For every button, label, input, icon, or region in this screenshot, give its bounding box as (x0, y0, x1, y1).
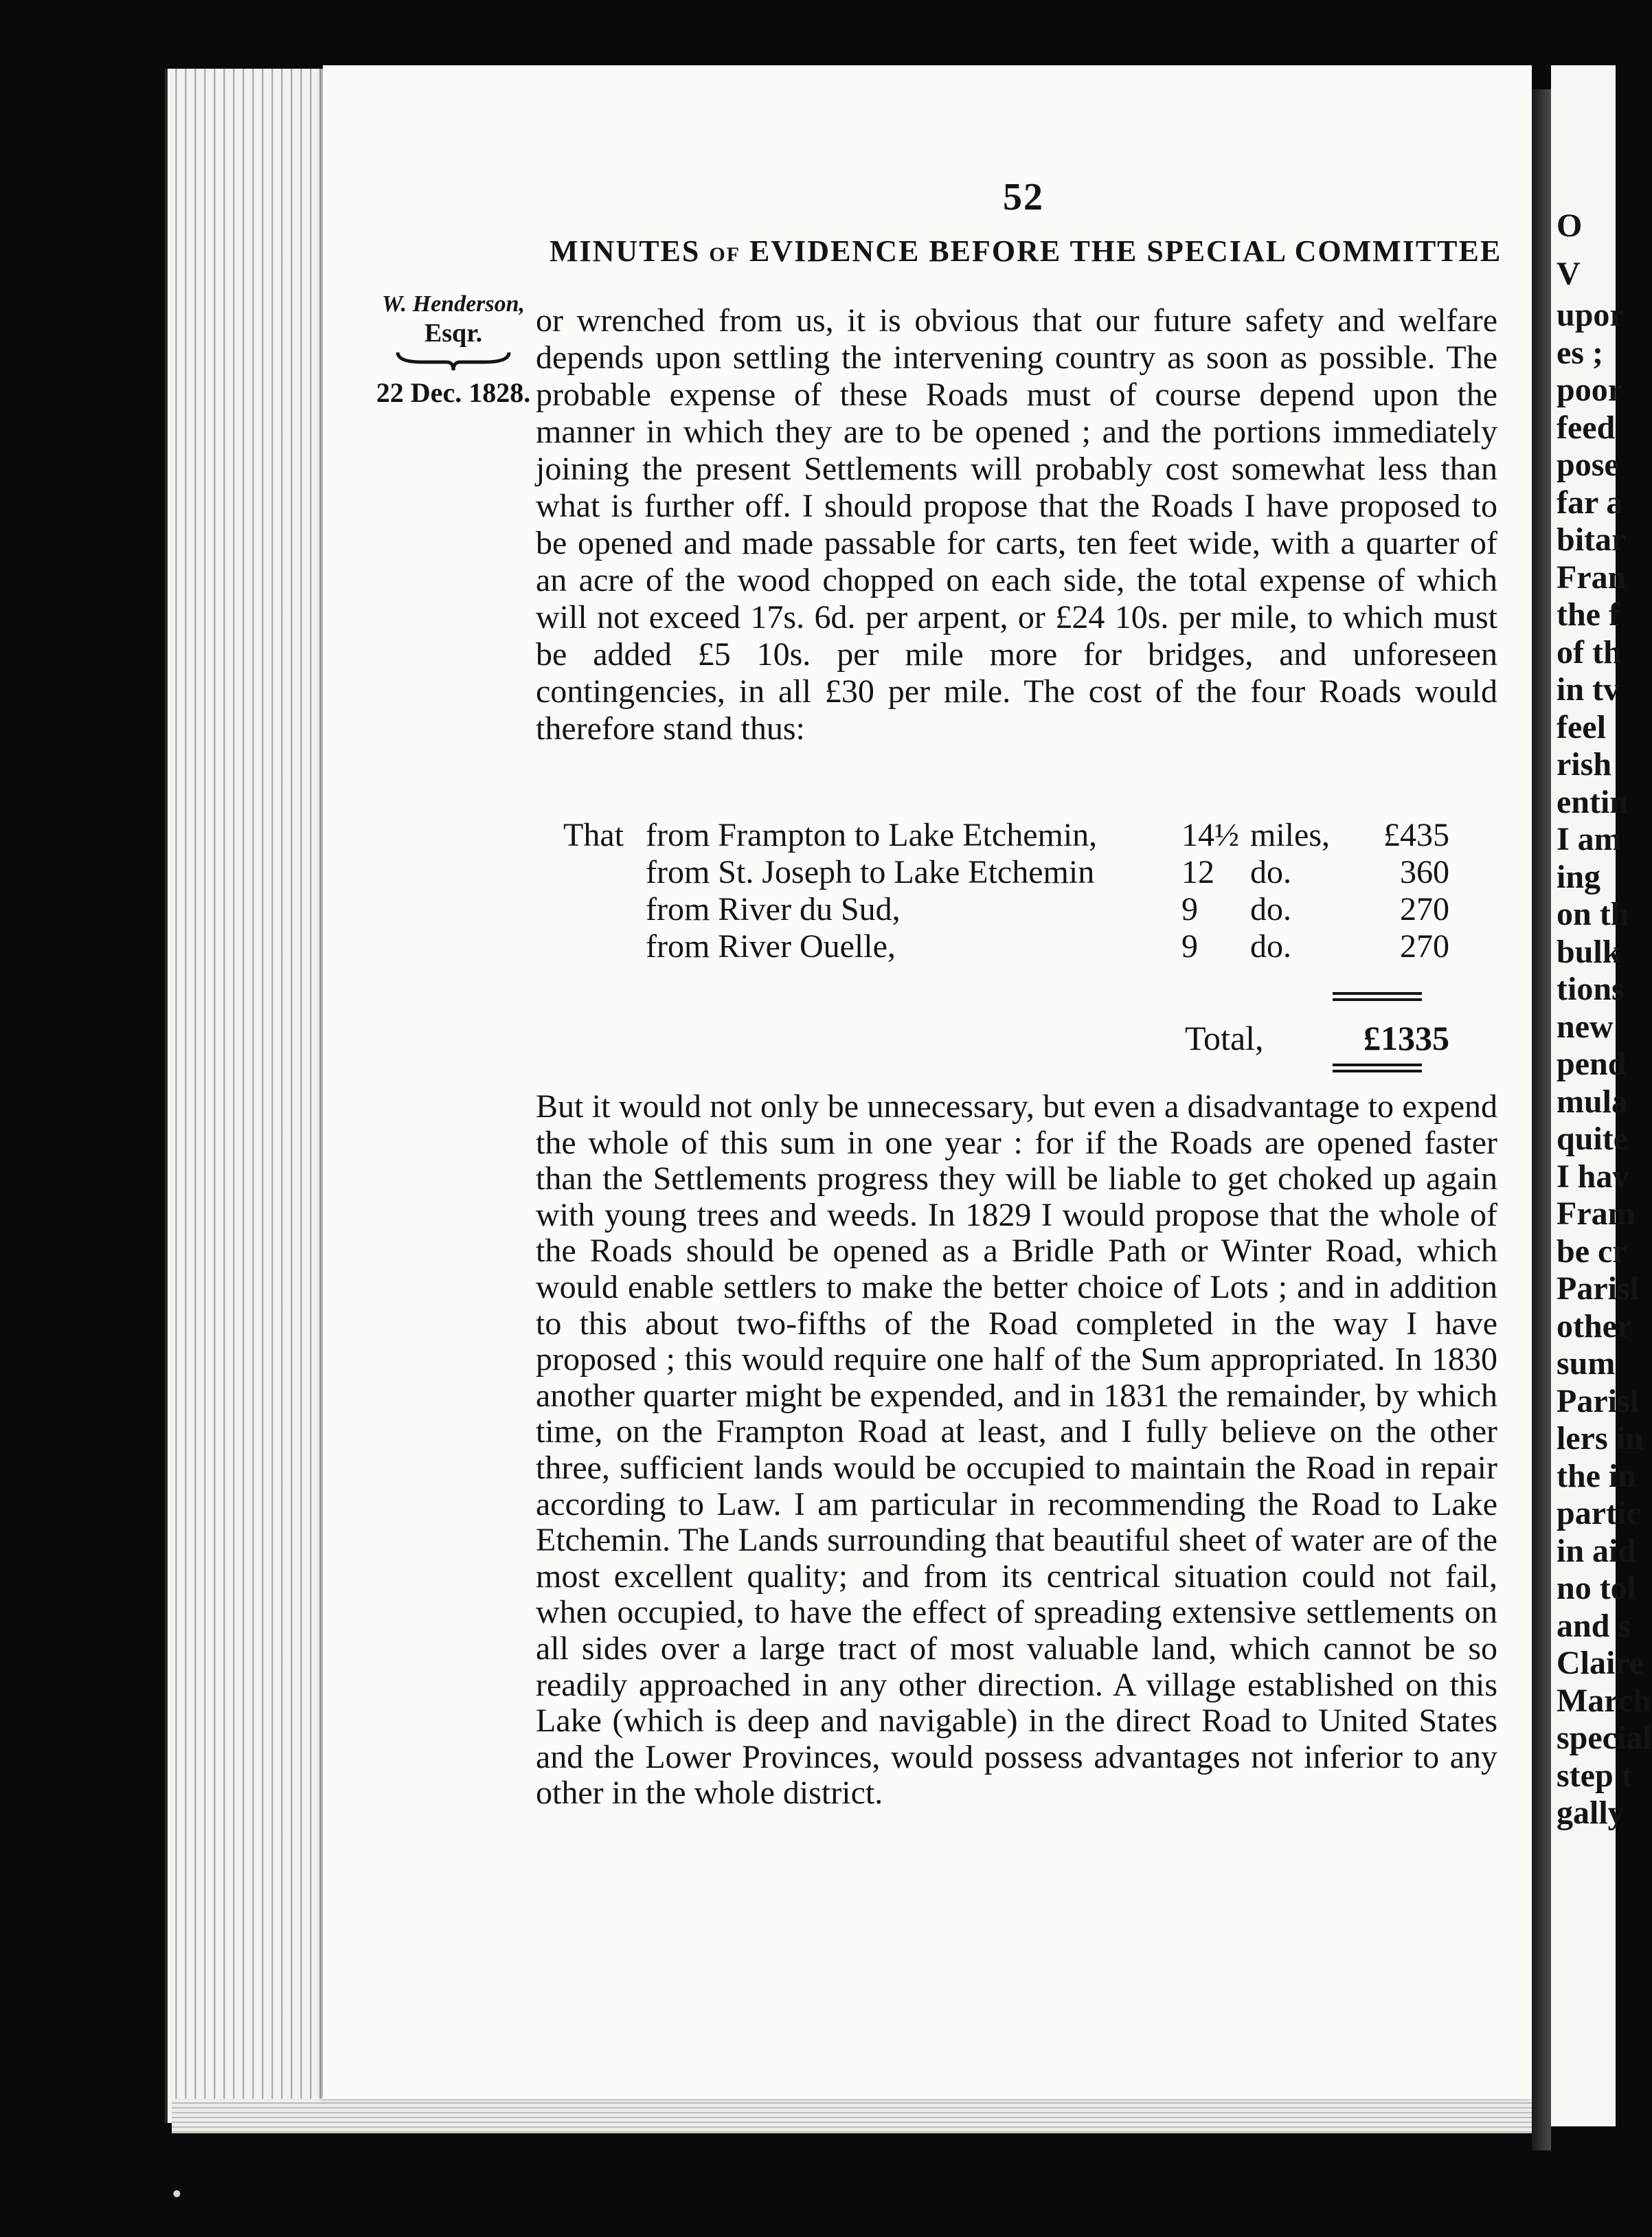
facing-page-text-fragment: poor (1557, 372, 1622, 408)
facing-page-text-fragment: entin (1557, 783, 1629, 820)
route-miles: 9 (1181, 928, 1198, 965)
scan-corner-mark: • (172, 2179, 182, 2210)
running-head-of: OF (709, 243, 741, 266)
route-name: from River du Sud, (646, 891, 901, 928)
facing-page-text-fragment: Parisl (1557, 1270, 1639, 1307)
facing-page-text-fragment: of th (1557, 633, 1622, 671)
route-miles: 9 (1181, 891, 1198, 928)
facing-page-text-fragment: the f (1557, 596, 1620, 633)
route-amount: £435 (1383, 817, 1449, 853)
route-name: from St. Joseph to Lake Etchemin (646, 854, 1095, 890)
facing-page-text-fragment: O (1557, 207, 1583, 244)
facing-page-text-fragment: pend (1557, 1046, 1627, 1082)
book-bottom-edge (172, 2099, 1532, 2133)
facing-page-text-fragment: and s (1557, 1607, 1631, 1644)
table-row (563, 890, 1456, 928)
facing-page-text-fragment: sum (1557, 1345, 1616, 1382)
facing-page-fragment (1551, 65, 1652, 2126)
evidence-paragraph-2 (536, 1089, 1497, 1812)
facing-page-text-fragment: pose (1557, 447, 1619, 483)
route-name: from Frampton to Lake Etchemin, (646, 817, 1098, 853)
facing-page-text-fragment: rish (1557, 746, 1612, 783)
facing-page-text-fragment: Parisl (1557, 1382, 1639, 1419)
witness-title: Esqr. (424, 318, 483, 348)
facing-page-text-fragment: step t (1557, 1757, 1633, 1794)
facing-page-text-fragment: on th (1557, 896, 1629, 932)
total-row (563, 1018, 1456, 1059)
facing-page-text-fragment: the in (1557, 1457, 1637, 1494)
facing-page-text-fragment: no tol (1557, 1570, 1637, 1606)
facing-page-text-fragment: Fram (1557, 1195, 1636, 1232)
route-amount: 360 (1400, 854, 1449, 890)
table-row (563, 816, 1456, 853)
paragraph-text: or wrenched from us, it is obvious that our future safety and welfare depends upon settling the intervening country as soon as possible. The probable expense of these Roads must of course depend upon the manner in which they are to be opened ; and the portions immediately joining the present Settlements will probably cost somewhat less than what is further off. I should propose that the Roads I have proposed to be opened and made passable for carts, ten feet wide, with a quarter of an acre of the wood chopped on each side, the total expense of which will not exceed 17s. 6d. per arpent, or £24 10s. per mile, to which must be added £5 10s. per mile more for bridges, and unforeseen contingencies, in all £30 per mile. The cost of the four Roads would therefore stand thus: (536, 302, 1497, 747)
route-amount: 270 (1400, 928, 1449, 965)
route-name: from River Ouelle, (646, 928, 896, 965)
facing-page-text-fragment: ing (1557, 858, 1601, 895)
facing-page-text-fragment: V (1557, 256, 1581, 292)
facing-page-text-fragment: feed (1557, 409, 1616, 446)
facing-page-text-fragment: es ; (1557, 334, 1603, 371)
evidence-paragraph-1 (536, 302, 1497, 747)
table-row (563, 853, 1456, 890)
running-head (550, 234, 1511, 269)
facing-page-text-fragment: March (1557, 1682, 1651, 1719)
facing-page-text-fragment: feel (1557, 708, 1606, 745)
total-label: Total, (1185, 1019, 1264, 1057)
total-rule-bottom-2 (1333, 1070, 1422, 1072)
total-rule-top (1333, 992, 1422, 995)
route-miles: 12 (1181, 854, 1214, 890)
facing-page-text-fragment: upor (1557, 297, 1625, 333)
route-miles: 14½ (1181, 817, 1239, 853)
facing-page-text-fragment: mula (1557, 1083, 1629, 1120)
facing-page-text-fragment: special (1557, 1720, 1652, 1756)
total-rule-bottom (1333, 1064, 1422, 1066)
facing-page-text-fragment: I hav (1557, 1158, 1629, 1195)
paragraph-text: But it would not only be unnecessary, but even a disadvantage to expend the whole of this sum in one year : for if the Roads are opened faster than the Settlements progress they will be liable to get choked up again with young trees and weeds. In 1829 I would propose that the whole of the Roads should be opened as a Bridle Path or Winter Road, which would enable settlers to make the better choice of Lots ; and in addition to this about two-fifths of the Road completed in the way I have proposed ; this would require one half of the Sum appropriated. In 1830 another quarter might be expended, and in 1831 the remainder, by which time, on the Frampton Road at least, and I fully believe on the other three, sufficient lands would be occupied to maintain the Road in repair according to Law. I am particular in recommending the Road to Lake Etchemin. The Lands surrounding that beautiful sheet of water are of the most excellent quality; and from its centrical situation could not fail, when occupied, to have the effect of spreading extensive settlements on all sides over a large tract of most valuable land, which cannot be so readily approached in any other direction. A village established on this Lake (which is deep and navigable) in the direct Road to United States and the Lower Provinces, would possess advantages not inferior to any other in the whole district. (536, 1088, 1497, 1812)
facing-page-text-fragment: partic (1557, 1495, 1641, 1531)
route-unit: do. (1250, 928, 1291, 965)
total-rule-top-2 (1333, 998, 1422, 1001)
facing-page-text-fragment: new (1557, 1008, 1614, 1045)
facing-page-text-fragment: Claire (1557, 1645, 1644, 1681)
route-unit: do. (1250, 891, 1291, 928)
book-page-edges (165, 69, 346, 2123)
facing-page-text-fragment: bulk (1557, 933, 1621, 970)
table-prefix: That (563, 817, 624, 853)
route-unit: miles, (1250, 817, 1330, 853)
facing-page-text-fragment: in tv (1557, 671, 1620, 708)
running-head-post: EVIDENCE BEFORE THE SPECIAL COMMITTEE (749, 234, 1502, 268)
facing-page-text-fragment: I am (1557, 821, 1622, 857)
curly-brace-icon (395, 350, 512, 373)
route-amount: 270 (1400, 891, 1449, 928)
route-unit: do. (1250, 854, 1291, 890)
facing-page-text-fragment: quite (1557, 1121, 1629, 1157)
evidence-date: 22 Dec. 1828. (376, 377, 531, 409)
facing-page-text-fragment: in aid (1557, 1532, 1637, 1569)
facing-page-text-fragment: other (1557, 1307, 1632, 1345)
page-number: 52 (1003, 176, 1044, 218)
witness-margin-note (364, 289, 543, 409)
book-gutter (1532, 89, 1551, 2150)
facing-page-text-fragment: gally (1557, 1795, 1625, 1831)
facing-page-text-fragment: far a (1557, 484, 1623, 521)
facing-page-text-fragment: Fran (1557, 559, 1627, 596)
facing-page-text-fragment: lers in (1557, 1420, 1644, 1457)
total-amount: £1335 (1364, 1019, 1449, 1057)
facing-page-text-fragment: tions (1557, 971, 1625, 1007)
road-cost-table (563, 816, 1456, 965)
table-row (563, 928, 1456, 965)
facing-page-text-fragment: bitar (1557, 521, 1627, 558)
running-head-pre: MINUTES (550, 234, 701, 268)
witness-name: W. Henderson, (381, 291, 525, 317)
facing-page-text-fragment: be cr (1557, 1233, 1627, 1270)
